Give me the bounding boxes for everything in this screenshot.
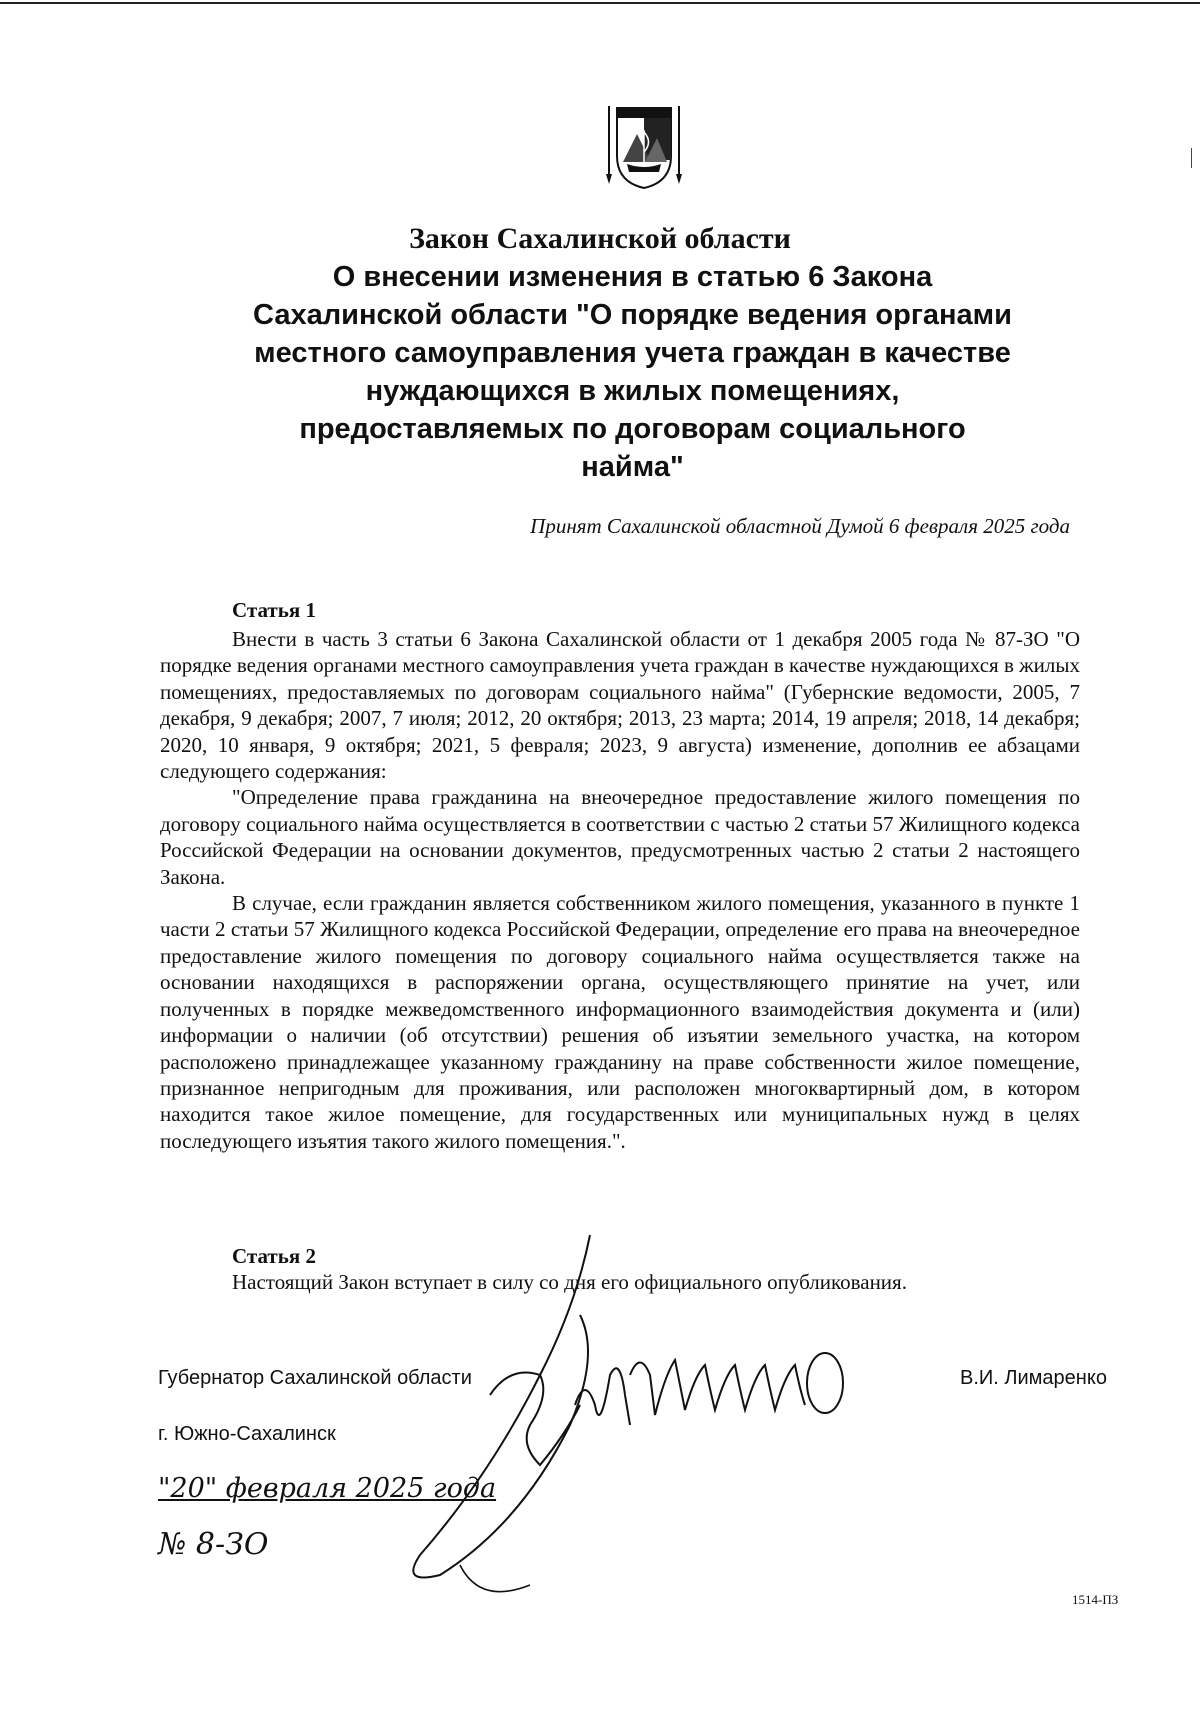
- subtitle-line: предоставляемых по договорам социального: [299, 413, 966, 445]
- sakhalin-coat-of-arms-icon: [603, 104, 685, 190]
- handwritten-date: "20" февраля 2025 года: [158, 1473, 497, 1504]
- handwritten-signature: [380, 1225, 920, 1605]
- subtitle-line: местного самоуправления учета граждан в качестве: [254, 337, 1011, 369]
- article-1-paragraph: Внести в часть 3 статьи 6 Закона Сахалинской области от 1 декабря 2005 года № 87-ЗО "О порядке ведения органами местного самоуправления учета граждан в качестве нуждающихся в жилых помещениях, предоставляемых по договорам социального найма" (Губернские ведомости, 2005, 7 декабря, 9 декабря; 2007, 7 июля; 2012, 20 октября; 2013, 23 марта; 2014, 19 апреля; 2018, 14 декабря; 2020, 10 января, 9 октября; 2021, 5 февраля; 2023, 9 августа) изменение, дополнив ее абзацами следующего содержания:: [160, 627, 1080, 784]
- governor-name: В.И. Лимаренко: [960, 1367, 1107, 1389]
- governor-label: Губернатор Сахалинской области: [158, 1367, 472, 1389]
- article-1-paragraph: "Определение права гражданина на внеочередное предоставление жилого помещения по договору социального найма осуществляется в соответствии с частью 2 статьи 57 Жилищного кодекса Российской Федерации на основании документов, предусмотренных частью 2 статьи 2 настоящего Закона.: [160, 785, 1080, 889]
- article-2-text: Настоящий Закон вступает в силу со дня его официального опубликования.: [232, 1270, 907, 1294]
- article-1-heading: Статья 1: [232, 598, 316, 622]
- article-1-body: [160, 626, 1080, 1154]
- law-subtitle: [200, 258, 1065, 486]
- adoption-note: Принят Сахалинской областной Думой 6 февраля 2025 года: [530, 514, 1070, 538]
- margin-mark: [1191, 148, 1192, 168]
- article-1-paragraph: В случае, если гражданин является собственником жилого помещения, указанного в пункте 1 части 2 статьи 57 Жилищного кодекса Российской Федерации, определение его права на внеочередное предоставление жилого помещения по договору социального найма осуществляется также на основании находящихся в распоряжении органа, осуществляющего принятие на учет, или полученных в порядке межведомственного информационного взаимодействия документа и (или) информации о наличии (об отсутствии) решения об изъятии земельного участка, на котором расположено принадлежащее указанному гражданину на праве собственности жилое помещение, признанное непригодным для проживания, или расположен многоквартирный дом, в котором находится такое жилое помещение, для государственных или муниципальных нужд в целях последующего изъятия такого жилого помещения.".: [160, 891, 1080, 1153]
- subtitle-line: найма": [581, 451, 684, 483]
- subtitle-line: нуждающихся в жилых помещениях,: [365, 375, 900, 407]
- article-2-heading: Статья 2: [232, 1244, 316, 1268]
- top-border-line: [0, 2, 1200, 4]
- subtitle-line: О внесении изменения в статью 6 Закона: [332, 261, 933, 293]
- document-code: 1514-ПЗ: [1072, 1592, 1119, 1607]
- subtitle-line: Сахалинской области "О порядке ведения органами: [253, 299, 1012, 331]
- handwritten-number: № 8-ЗО: [158, 1527, 269, 1562]
- city-label: г. Южно-Сахалинск: [158, 1423, 336, 1445]
- law-title: Закон Сахалинской области: [409, 222, 791, 255]
